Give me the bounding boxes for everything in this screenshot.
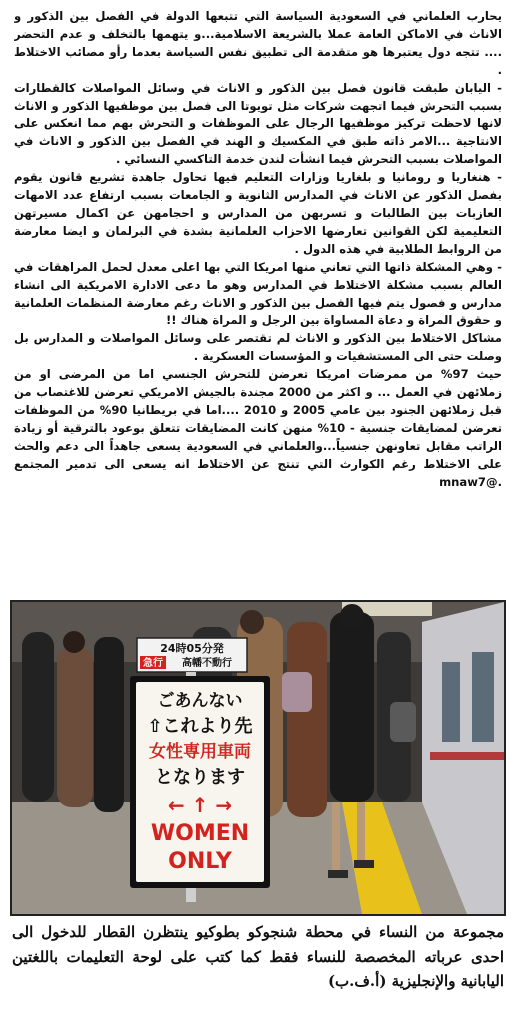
article-body <box>14 8 502 590</box>
article-paragraph-japan: - اليابان طبقت قانون فصل بين الذكور و الاناث في وسائل المواصلات كالقطارات بسبب التحرش فيما اتجهت شركات مثل تويوتا الى فصل بين موظفيها الذكور و الاناث لانها لاحظت تركيز موظفيها الرجال على الموظفات و التحرش بهم مما انعكس على الانتاجية ...الامر ذاته طبق في المكسيك و الهند في الفصل بين الذكور و الاناث في المواصلات بسبب التحرش فيما انشأت لندن خدمة التاكسي النسائي . <box>14 80 502 167</box>
departure-board <box>137 638 247 672</box>
train-destination: 高幡不動行 <box>182 658 232 669</box>
departure-time: 24時05分発 <box>160 642 224 655</box>
article-paragraph-eastern-europe: - هنغاريا و رومانيا و بلغاريا وزارات التعليم فيها تحاول جاهدة تشريع قانون يقوم بفصل الذكور عن الاناث في المدارس الثانوية و الجامعات بسبب ارتفاع عدد الامهات العازبات بين الطالبات و تسربهن من المدارس و احجامهن عن اكمال مسيرتهن التعليمية لكن القوانين تعارضها الاحزاب العلمانية بشدة في البرلمان و ايضا معارضة من الروابط الطلابية في هذه الدول . <box>14 170 502 256</box>
photo-caption: مجموعة من النساء في محطة شنجوكو بطوكيو ينتظرن القطار للدخول الى احدى عرباته المخصصة للنساء فقط كما كتب على لوحة التعليمات باللغتين اليابانية والإنجليزية (أ.ف.ب) <box>12 923 504 990</box>
train-type: 急行 <box>143 658 163 669</box>
article-paragraph-statistics: حيث 97% من ممرضات امريكا تعرضن للتحرش الجنسي اما من المرضى او من زملائهن في العمل ... و اكثر من 2000 مجندة بالجيش الامريكي تعرضن للاغتصاب من قبل زملائهن الجنود بين عامي 2005 و 2010 ....اما في بريطانيا 90% من الموظفات تعرضن لمضايقات جنسية - 10% منهن كانت المضايقات تتعلق بوعود بالترقية أو زيادة الراتب مقابل تعاونهن جنسياً...والعلماني في السعودية يسعى جاهداً الى دعم والحث على الاختلاط رغم الكوارث التي تنتج عن الاختلاط انه يسعى الى تدمير المجتمع .@mnaw7 <box>14 367 502 489</box>
sign-arrows-icon: ← ↑ → <box>167 793 233 817</box>
sign-notice-label: ごあんない <box>157 691 243 711</box>
platform-photo-illustration <box>12 602 504 914</box>
sign-only-label: ONLY <box>168 849 232 874</box>
sign-women-car-label: 女性専用車両 <box>149 742 251 762</box>
sign-from-here-label: ⇧これより先 <box>147 716 253 737</box>
article-paragraph-america: - وهي المشكلة ذاتها التي تعاني منها امريكا التي بها اعلى معدل لحمل المراهقات في العالم بسبب مشكلة الاختلاط في المدارس وهو ما دعى الادارة الامريكية الى انشاء مدارس و فصول يتم فيها الفصل بين الذكور و الاناث رغم معارضة المنظمات العلمانية و حقوق المراة و دعاة المساواة بين الرجل و المراة هناك !! <box>14 259 502 328</box>
article-paragraph-hospitals: مشاكل الاختلاط بين الذكور و الاناث لم تقتصر على وسائل المواصلات و المدارس بل وصلت حتى الى المستشفيات و المؤسسات العسكرية . <box>14 331 502 364</box>
women-only-sign <box>130 676 270 888</box>
platform-photo <box>10 600 506 916</box>
sign-becomes-label: となります <box>155 767 245 788</box>
sign-women-label: WOMEN <box>150 821 250 846</box>
article-paragraph-intro: يحارب العلماني في السعودية السياسة التي تتبعها الدولة في الفصل بين الذكور و الاناث في الاماكن العامة عملا بالشريعة الاسلامية...و يتهمها بالتخلف و عدم التحضر .... تتجه دول يعتبرها هو متقدمة الى تطبيق نفس السياسة بعدما رأو مصائب الاختلاط . <box>14 9 502 77</box>
